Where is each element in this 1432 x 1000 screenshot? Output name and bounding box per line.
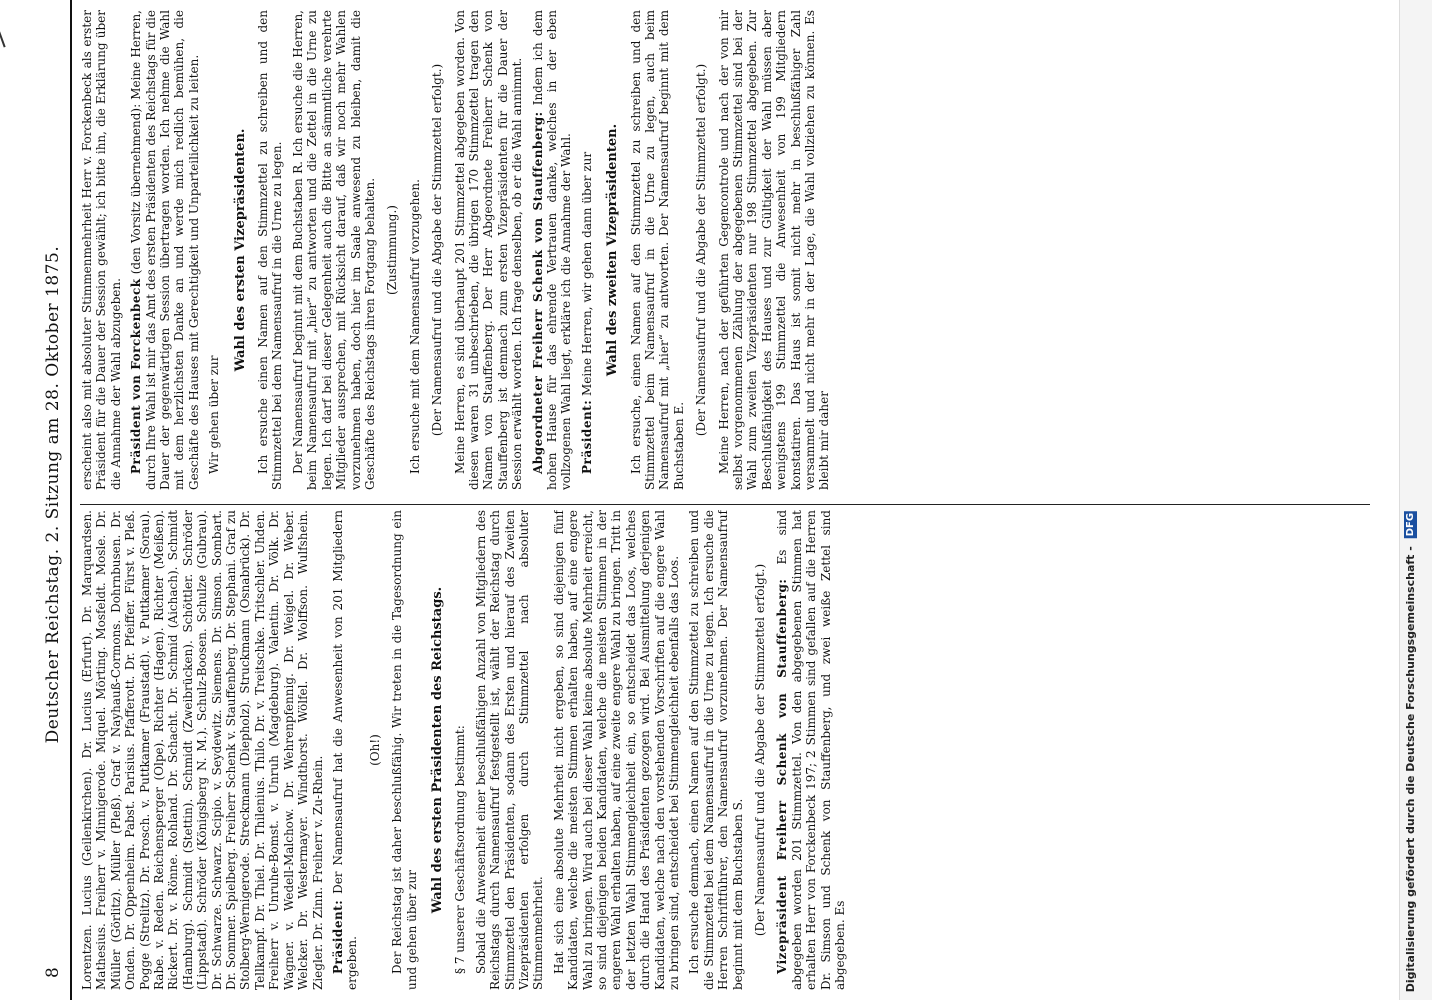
interjection: (Oh!) xyxy=(367,734,382,766)
president-statement xyxy=(129,10,201,490)
dfg-logo: DFG xyxy=(1405,512,1416,537)
paragraph: Ich ersuche mit dem Namensaufruf vorzugehen. xyxy=(407,179,422,474)
paragraph: Der Reichstag ist daher beschlußfähig. Wir treten in die Tagesordnung ein und gehen über zur xyxy=(390,510,419,990)
president-statement xyxy=(580,10,594,490)
page-number: 8 xyxy=(43,967,63,978)
paragraph: Ich ersuche demnach, einen Namen auf den Stimmzettel zu schreiben und die Stimmzettel bei dem Namensaufruf in die Urne zu legen. Ich ersuche die Herren Schriftführer, den Namensaufruf vorzunehmen. Der Namensaufruf beginnt mit dem Buchstaben S. xyxy=(687,510,745,990)
president-statement xyxy=(331,510,360,990)
member-statement xyxy=(531,10,574,490)
procedural-note: (Der Namensaufruf und die Abgabe der Stimmzettel erfolgt.) xyxy=(753,563,768,937)
digitization-sidebar xyxy=(1399,0,1432,1000)
paragraph: Der Namensaufruf beginnt mit dem Buchstaben R. Ich ersuche die Herren, beim Namensaufruf mit „hier“ zu antworten und die Zettel in die Urne zu legen. Ich darf bei dieser Gelegenheit auch die Bitte an sämmtliche verehrte Mitglieder aussprechen, mit Rücksicht darauf, daß wir noch mehr Wahlen vorzunehmen haben, doch hier im Saale anwesend zu bleiben, damit die Geschäfte des Reichstags ihren Fortgang behalten. xyxy=(290,10,377,490)
scan-artifact xyxy=(0,25,15,48)
vicepresident-statement xyxy=(775,510,847,990)
paragraph: Hat sich eine absolute Mehrheit nicht ergeben, so sind diejenigen fünf Kandidaten, welche die meisten Stimmen erhalten haben, auf eine engere Wahl zu bringen. Wird auch bei dieser Wahl keine absolute Mehrheit erreicht, so sind diejenigen beiden Kandidaten, welche die meisten Stimmen in der engeren Wahl erhalten haben, auf eine zweite engere Wahl zu bringen. Tritt in der letzten Wahl Stimmengleichheit ein, so entscheidet das Loos, welches durch die Hand des Präsidenten gezogen wird. Bei Ausmittelung derjenigen Kandidaten, welche nach den vorstehenden Vorschriften auf die engere Wahl zu bringen sind, entscheidet bei Stimmengleichheit ebenfalls das Loos. xyxy=(551,510,682,990)
rotated-page xyxy=(40,0,1385,1000)
member-list: Lorentzen. Lucius (Geilenkirchen). Dr. Lucius (Erfurt). Dr. Marquardsen. Mathesius. Freiherr v. Minnigerode. Miquel. Mörting. Mosfeldt. Mosle. Dr. Müller (Görlitz). Müller (Pleß). Graf v. Nayhauß-Cormons. Dohrnbusen. Dr. Onden. Dr. Oppenheim. Pabst. Parisius. Pfafferott. Dr. Pfeiffer. Fürst v. Pleß. Pogge (Strelitz). Dr. Prosch. v. Puttkamer (Fraustadt). v. Puttkamer (Sorau). Rabe. v. Reden. Reichensperger (Olpe). Richter (Hagen). Richter (Meißen). Rickert. Dr. v. Rönne. Rohland. Dr. Schacht. Dr. Schmid (Aichach). Schmidt (Hamburg). Schmidt (Stettin). Schmidt (Zweibrücken). Schöttler. Schröder (Lippstadt). Schröder (Königsberg N. M.). Schulz-Boosen. Schulze (Gubrau). Dr. Schwarze. Schwarz. Scipio. v. Seydewitz. Siemens. Dr. Simson. Sombart. Dr. Sommer. Spielberg. Freiherr Schenk v. Stauffenberg. Dr. Stephani. Graf zu Stolberg-Wernigerode. Streckmann (Diepholz). Struckmann (Osnabrück). Dr. Tellkampf. Dr. Thiel. Dr. Thilenius. Thilo. Dr. v. Treitschke. Tritschler. Uhden. Freiherr v. Unruhe-Bomst. v. Unruh (Magdeburg). Valentin. Dr. Völk. Dr. Wagner. v. Wedell-Malchow. Dr. Wehrenpfennig. Dr. Weigel. Dr. Weber. Welcker. Dr. Westermayer. Windthorst. Wölfel. Dr. Wolffson. Wulfshein. Ziegler. Dr. Zinn. Freiherr v. Zu-Rhein. xyxy=(80,510,325,990)
speech-text: Es sind abgegeben worden 201 Stimmzettel. Von den abgegebenen Stimmen hat erhalten Herr von Forckenbeck 197; 2 Stimmen sind gefallen auf die Herren Dr. Simson und Schenk von Stauffenberg, und zwei weiße Zettel sind abgegeben. Es xyxy=(775,510,848,990)
speech-text: Meine Herren, wir gehen dann über zur xyxy=(579,151,594,396)
section-heading: Wahl des ersten Präsidenten des Reichstags. xyxy=(429,586,445,914)
paragraph: § 7 unserer Geschäftsordnung bestimmt: xyxy=(453,725,468,974)
speaker-label: Präsident von Forckenbeck xyxy=(129,278,144,474)
credit-text: Digitalisierung gefördert durch die Deutsche Forschungsgemeinschaft - xyxy=(1404,545,1417,992)
speech-text: (den Vorsitz übernehmend): Meine Herren, durch Ihre Wahl ist mir das Amt des ersten Präsidenten des Reichstags für die Dauer der gegenwärtigen Session übertragen worden. Ich nehme die Wahl mit dem herzlichsten Danke an und werde mich redlich bemühen, die Geschäfte des Hauses mit Gerechtigkeit und Unparteilichkeit zu leiten. xyxy=(129,10,201,490)
section-heading: Wahl des zweiten Vizepräsidenten. xyxy=(605,123,621,377)
page-title: Deutscher Reichstag. 2. Sitzung am 28. Oktober 1875. xyxy=(43,245,63,744)
paragraph: erscheint also mit absoluter Stimmenmehrheit Herr v. Forckenbeck als erster Präsident für die Dauer der Session gewählt; ich bitte ihn, die Erklärung über die Annahme der Wahl abzugeben. xyxy=(80,10,123,490)
speaker-label: Vizepräsident Freiherr Schenk von Stauffenberg: xyxy=(775,578,790,974)
speech-text: Der Namensaufruf hat die Anwesenheit von 201 Mitgliedern ergeben. xyxy=(330,510,360,990)
paragraph: Ich ersuche, einen Namen auf den Stimmzettel zu schreiben und den Stimmzettel beim Namensaufruf in die Urne zu legen, auch beim Namensaufruf mit „hier“ zu antworten. Der Namensaufruf beginnt mit dem Buchstaben E. xyxy=(628,10,686,490)
speaker-label: Präsident: xyxy=(579,399,594,474)
sidebar-credit xyxy=(1404,511,1428,992)
page-header xyxy=(40,0,66,1000)
paragraph: Sobald die Anwesenheit einer beschlußfähigen Anzahl von Mitgliedern des Reichstags durch Namensaufruf festgestellt ist, wählt der Reichstag durch Stimmzettel den Präsidenten, sodann des Ersten und hierauf des Zweiten Vizepräsidenten erfolgen durch Stimmzettel nach absoluter Stimmenmehrheit. xyxy=(473,510,546,990)
speech-text: Indem ich dem hohen Hause für das ehrende Vertrauen danke, welches in der eben vollzogenen Wahl liegt, erkläre ich die Annahme der Wahl. xyxy=(530,10,574,490)
procedural-note: (Der Namensaufruf und die Abgabe der Stimmzettel erfolgt.) xyxy=(430,63,445,437)
section-heading: Wahl des ersten Vizepräsidenten. xyxy=(232,128,248,372)
right-column xyxy=(80,10,1370,490)
paragraph: Meine Herren, es sind überhaupt 201 Stimmzettel abgegeben worden. Von diesen waren 31 unbeschrieben, die übrigen 170 Stimmzettel tragen den Namen von Stauffenberg. Der Herr Abgeordnete Freiherr Schenk von Stauffenberg ist demnach zum ersten Vizepräsidenten für die Dauer der Session erwählt worden. Ich frage denselben, ob er die Wahl annimmt. xyxy=(452,10,525,490)
paragraph: Wir gehen über zur xyxy=(207,355,222,474)
interjection: (Zustimmung.) xyxy=(385,205,400,295)
column-divider xyxy=(80,504,1370,505)
header-rule xyxy=(70,0,72,1000)
speaker-label: Präsident: xyxy=(330,899,345,974)
left-column xyxy=(80,510,1370,990)
paragraph: Meine Herren, nach der geführten Gegencontrole und nach der von mir selbst vorgenommenen Zählung der abgegebenen Stimmzettel sind bei der Wahl zum zweiten Vizepräsidenten nur 198 Stimmzettel abgegeben. Zur Beschlußfähigkeit des Hauses und zur Gültigkeit der Wahl müssen aber wenigstens 199 Stimmzettel die Anwesenheit von 199 Mitgliedern konstatiren. Das Haus ist somit nicht mehr in beschlußfähiger Zahl versammelt und nicht mehr in der Lage, die Wahl vollziehen zu können. Es bleibt mir daher xyxy=(716,10,832,490)
speaker-label: Abgeordneter Freiherr Schenk von Stauffenberg: xyxy=(530,111,545,474)
paragraph: Ich ersuche einen Namen auf den Stimmzettel zu schreiben und den Stimmzettel bei dem Namensaufruf in die Urne zu legen. xyxy=(256,10,285,490)
procedural-note: (Der Namensaufruf und die Abgabe der Stimmzettel erfolgt.) xyxy=(694,63,709,437)
